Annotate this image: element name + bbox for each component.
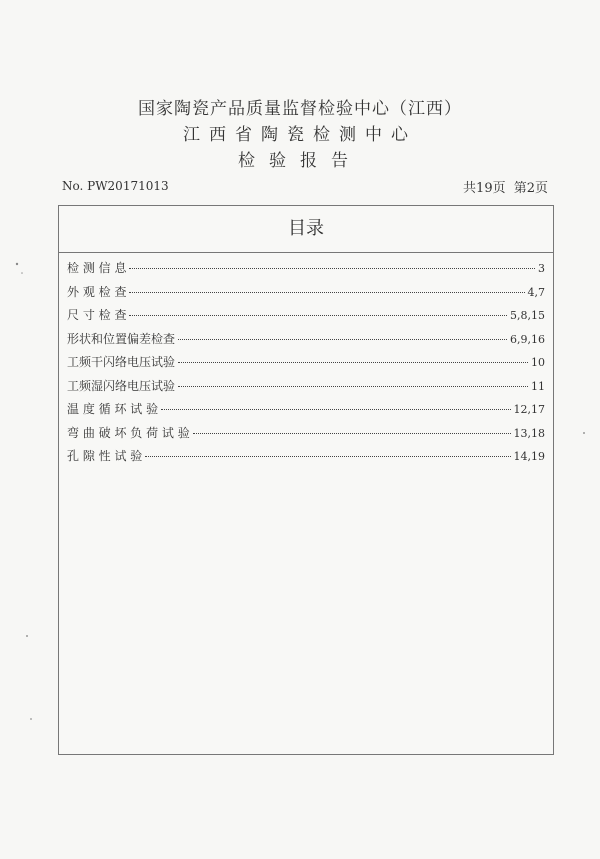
toc-item-pages: 3 [538, 262, 545, 275]
toc-item-title: 尺 寸 检 查 [67, 308, 127, 322]
toc-leader-dots [145, 455, 510, 457]
toc-leader-dots [193, 432, 511, 434]
table-of-contents [58, 205, 554, 755]
toc-leader-dots [178, 361, 528, 363]
toc-item-pages: 4,7 [527, 285, 545, 299]
toc-item-pages: 10 [531, 356, 545, 369]
toc-item [59, 328, 553, 352]
toc-item-title: 形状和位置偏差检查 [67, 331, 176, 346]
toc-leader-dots [129, 291, 524, 293]
toc-item-title: 孔 隙 性 试 验 [67, 449, 143, 463]
toc-leader-dots [178, 385, 528, 387]
toc-item-title: 检 测 信 息 [67, 261, 127, 275]
toc-item-title: 工频湿闪络电压试验 [67, 378, 176, 393]
toc-item [59, 281, 553, 305]
toc-item [59, 422, 553, 446]
toc-leader-dots [129, 314, 507, 316]
toc-list [59, 257, 553, 469]
toc-item-title: 温 度 循 环 试 验 [67, 402, 159, 416]
toc-leader-dots [161, 408, 510, 410]
toc-item-pages: 13,18 [513, 426, 545, 440]
page-count: 共19页 第2页 [463, 181, 548, 196]
toc-item-pages: 12,17 [513, 403, 545, 416]
toc-item-title: 外 观 检 查 [67, 284, 127, 299]
toc-item-title: 工频干闪络电压试验 [67, 355, 176, 369]
toc-heading: 目录 [59, 206, 553, 253]
toc-item-title: 弯 曲 破 坏 负 荷 试 验 [67, 425, 190, 440]
report-number: No. PW20171013 [62, 179, 169, 193]
institution-name: 国家陶瓷产品质量监督检验中心（江西） [138, 99, 462, 119]
report-header [0, 96, 600, 174]
report-title: 检验报告 [238, 151, 362, 171]
center-name: 江西省陶瓷检测中心 [183, 125, 417, 145]
toc-item-pages: 11 [531, 379, 545, 393]
toc-item [59, 351, 553, 375]
toc-item [59, 445, 553, 469]
toc-item [59, 257, 553, 281]
toc-item [59, 375, 553, 399]
toc-item-pages: 6,9,16 [510, 332, 545, 346]
toc-leader-dots [178, 338, 507, 340]
toc-item [59, 398, 553, 422]
toc-leader-dots [129, 267, 535, 269]
toc-item-pages: 14,19 [513, 450, 545, 463]
toc-item [59, 304, 553, 328]
toc-item-pages: 5,8,15 [510, 309, 545, 322]
